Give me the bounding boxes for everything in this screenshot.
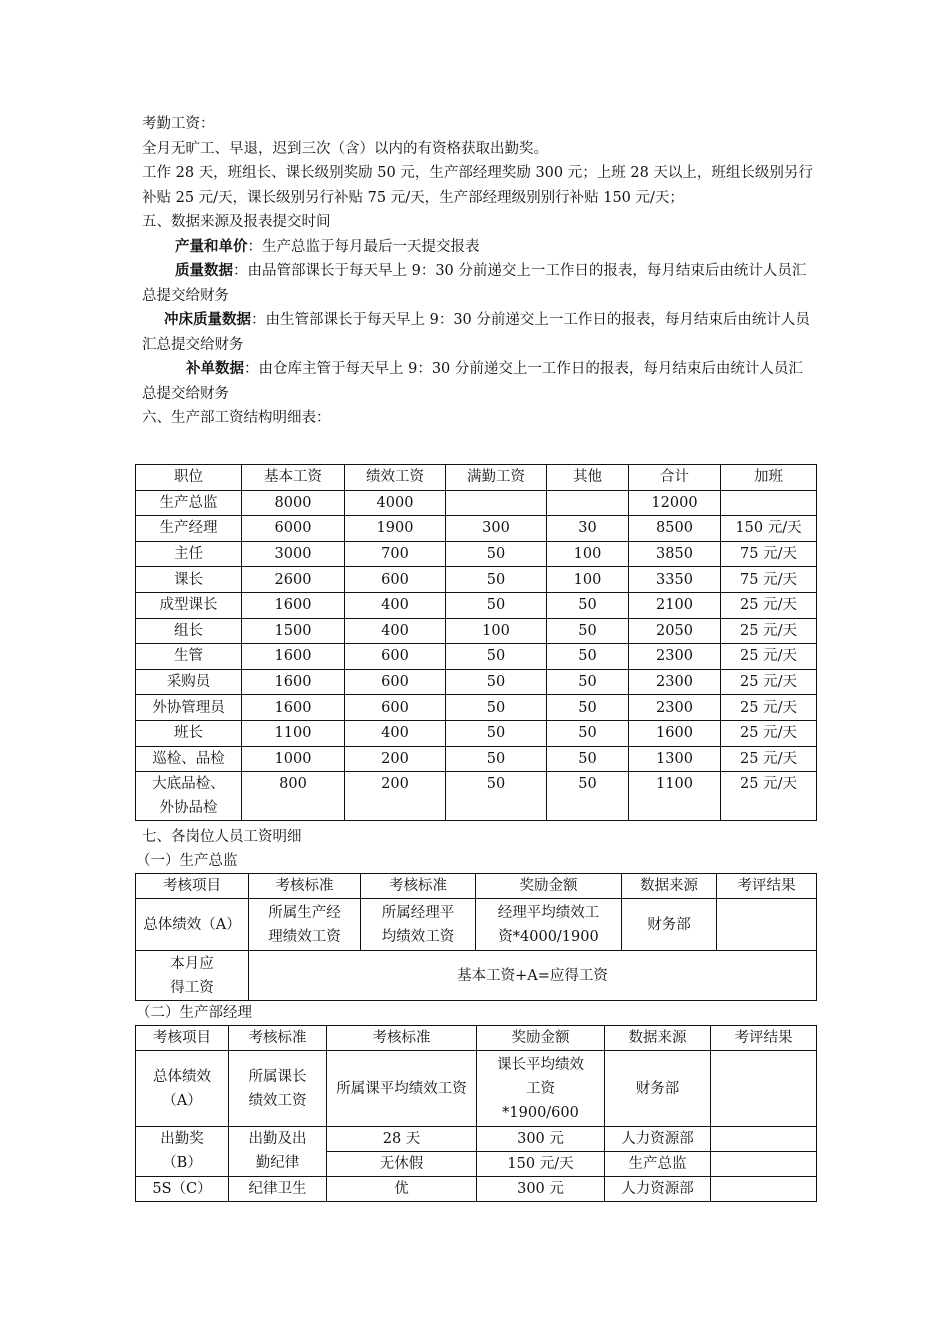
table-row (136, 899, 817, 951)
salary-structure-table (135, 464, 817, 821)
table-row (136, 490, 817, 516)
table-header-row (136, 465, 817, 491)
table-cell: 1000 (242, 746, 345, 772)
table-cell: 700 (345, 541, 446, 567)
table-row (136, 1177, 817, 1202)
header-cell: 考核项目 (136, 1026, 229, 1051)
table-cell: 28 天 (327, 1127, 477, 1152)
table-row (136, 669, 817, 695)
table-cell: 财务部 (605, 1051, 711, 1127)
section-6-heading: 六、生产部工资结构明细表： (142, 410, 331, 426)
table-row (136, 1127, 817, 1152)
table-cell (249, 899, 361, 951)
cell-line: 出勤及出 (248, 1131, 307, 1147)
section-5-heading: 五、数据来源及报表提交时间 (142, 214, 331, 230)
table-cell: 8000 (242, 490, 345, 516)
table-cell: 75 元/天 (721, 567, 817, 593)
table-cell (136, 1051, 229, 1127)
table-cell: 50 (446, 592, 547, 618)
table-cell: 1500 (242, 618, 345, 644)
table-cell: 1600 (242, 695, 345, 721)
table-row (136, 618, 817, 644)
director-assessment-table (135, 873, 817, 1001)
table-cell: 8500 (629, 516, 721, 542)
table-cell: 600 (345, 695, 446, 721)
table-cell: 1600 (242, 669, 345, 695)
press-quality-item (142, 308, 816, 357)
cell-line: 所属课长 (248, 1068, 307, 1085)
table-cell: 100 (446, 618, 547, 644)
table-cell: 50 (446, 720, 547, 746)
table-cell: 巡检、品检 (136, 746, 242, 772)
table-cell: 300 元 (477, 1127, 605, 1152)
attendance-wage-heading: 考勤工资： (142, 116, 215, 132)
document-body (142, 112, 816, 431)
table-cell (476, 899, 622, 951)
table-cell: 组长 (136, 618, 242, 644)
cell-line: 均绩效工资 (381, 928, 455, 945)
table-cell: 基本工资+A=应得工资 (249, 951, 817, 1001)
table-cell (711, 1051, 817, 1127)
header-cell: 绩效工资 (345, 465, 446, 491)
table-row (136, 951, 817, 1001)
header-cell: 数据来源 (605, 1026, 711, 1051)
table-cell (136, 772, 242, 821)
attendance-bonus-rule: 工作 28 天，班组长、课长级别奖励 50 元，生产部经理奖励 300 元；上班 28 天以上，班组长级别另行补贴 25 元/天，课长级别另行补贴 75 元/天，生产部经理级别别行补贴 150 元/天； (142, 165, 813, 206)
table-cell: 2300 (629, 669, 721, 695)
table-cell: 1300 (629, 746, 721, 772)
cell-line: 资*4000/1900 (498, 928, 599, 945)
table-cell: 200 (345, 746, 446, 772)
quality-data-item (142, 259, 816, 308)
quality-data-label: 质量数据 (175, 262, 233, 279)
table-cell: 生产总监 (136, 490, 242, 516)
table-cell (477, 1051, 605, 1127)
header-cell: 奖励金额 (477, 1026, 605, 1051)
table-cell: 50 (446, 541, 547, 567)
table-cell: 纪律卫生 (229, 1177, 327, 1202)
table-cell: 75 元/天 (721, 541, 817, 567)
table-cell: 2050 (629, 618, 721, 644)
table-cell: 3850 (629, 541, 721, 567)
table-cell: 600 (345, 669, 446, 695)
cell-line: 所属生产经 (268, 904, 341, 921)
table-cell: 1600 (242, 592, 345, 618)
table-cell: 200 (345, 772, 446, 821)
table-row (136, 644, 817, 670)
cell-line: *1900/600 (502, 1104, 579, 1121)
table-cell: 100 (547, 541, 629, 567)
table-cell: 50 (446, 644, 547, 670)
reorder-data-item (142, 357, 816, 406)
table-cell: 50 (547, 618, 629, 644)
table-cell: 无休假 (327, 1152, 477, 1177)
table-row (136, 772, 817, 821)
table-cell: 25 元/天 (721, 618, 817, 644)
table-cell: 150 元/天 (721, 516, 817, 542)
table-cell: 800 (242, 772, 345, 821)
output-price-text: ：生产总监于每月最后一天提交报表 (247, 238, 480, 255)
header-cell: 合计 (629, 465, 721, 491)
cell-line: 经理平均绩效工 (497, 904, 600, 921)
table-cell (229, 1127, 327, 1177)
manager-subtitle: （二）生产部经理 (136, 1005, 252, 1021)
output-price-label: 产量和单价 (175, 237, 248, 255)
header-cell: 满勤工资 (446, 465, 547, 491)
cell-line: 理绩效工资 (268, 928, 341, 945)
header-cell: 基本工资 (242, 465, 345, 491)
table-row (136, 541, 817, 567)
table-cell: 600 (345, 567, 446, 593)
table-cell (711, 1127, 817, 1152)
table-cell: 50 (547, 746, 629, 772)
table-cell (361, 899, 476, 951)
director-subtitle: （一）生产总监 (136, 853, 238, 869)
cell-line: 外协品检 (159, 800, 218, 817)
table-cell: 1900 (345, 516, 446, 542)
table-cell: 2300 (629, 644, 721, 670)
table-cell: 50 (547, 772, 629, 821)
header-cell: 其他 (547, 465, 629, 491)
press-quality-label: 冲床质量数据 (164, 311, 251, 328)
header-cell: 奖励金额 (476, 874, 622, 899)
table-cell: 300 元 (477, 1177, 605, 1202)
table-cell: 生产总监 (605, 1152, 711, 1177)
table-cell: 1100 (242, 720, 345, 746)
table-row (136, 746, 817, 772)
reorder-data-text: ：由仓库主管于每天早上 9：30 分前递交上一工作日的报表，每月结束后由统计人员汇总提交给财务 (142, 361, 803, 402)
table-cell: 5S（C） (136, 1177, 229, 1202)
table-cell: 50 (446, 746, 547, 772)
reorder-data-label: 补单数据 (186, 360, 244, 377)
table-row (136, 516, 817, 542)
table-cell (136, 1127, 229, 1177)
table-cell: 3350 (629, 567, 721, 593)
cell-line: 课长平均绩效 (497, 1056, 584, 1073)
table-row (136, 695, 817, 721)
table-cell: 人力资源部 (605, 1177, 711, 1202)
table-cell: 50 (446, 567, 547, 593)
table-cell: 25 元/天 (721, 669, 817, 695)
header-cell: 考核标准 (249, 874, 361, 899)
header-cell: 考核标准 (327, 1026, 477, 1051)
table-cell (446, 490, 547, 516)
table-cell (717, 899, 817, 951)
table-cell: 1100 (629, 772, 721, 821)
table-row (136, 567, 817, 593)
table-cell: 400 (345, 592, 446, 618)
cell-line: 出勤奖 (160, 1131, 204, 1147)
table-header-row (136, 874, 817, 899)
table-cell: 3000 (242, 541, 345, 567)
table-cell: 100 (547, 567, 629, 593)
table-cell (229, 1051, 327, 1127)
cell-line: 工资 (526, 1080, 555, 1097)
table-cell: 班长 (136, 720, 242, 746)
table-cell: 600 (345, 644, 446, 670)
table-cell: 采购员 (136, 669, 242, 695)
table-cell: 成型课长 (136, 592, 242, 618)
table-cell: 2300 (629, 695, 721, 721)
quality-data-text: ：由品管部课长于每天早上 9：30 分前递交上一工作日的报表，每月结束后由统计人员汇总提交给财务 (142, 263, 807, 304)
table-cell: 25 元/天 (721, 772, 817, 821)
table-cell (547, 490, 629, 516)
table-cell: 50 (446, 669, 547, 695)
table-cell: 25 元/天 (721, 592, 817, 618)
table-cell: 30 (547, 516, 629, 542)
table-cell: 50 (446, 772, 547, 821)
header-cell: 加班 (721, 465, 817, 491)
table-cell: 4000 (345, 490, 446, 516)
cell-line: 大底品检、 (152, 776, 225, 793)
header-cell: 考评结果 (711, 1026, 817, 1051)
table-cell (136, 951, 249, 1001)
table-cell: 25 元/天 (721, 644, 817, 670)
table-cell: 6000 (242, 516, 345, 542)
header-cell: 考评结果 (717, 874, 817, 899)
table-cell: 总体绩效（A） (136, 899, 249, 951)
cell-line: 勤纪律 (255, 1155, 300, 1171)
table-cell: 1600 (629, 720, 721, 746)
table-cell: 50 (547, 669, 629, 695)
cell-line: （A） (162, 1092, 202, 1109)
header-cell: 数据来源 (622, 874, 717, 899)
cell-line: 绩效工资 (248, 1092, 307, 1109)
table-cell: 生产经理 (136, 516, 242, 542)
table-cell: 50 (547, 592, 629, 618)
table-cell (711, 1177, 817, 1202)
table-cell (711, 1152, 817, 1177)
table-row (136, 1051, 817, 1127)
header-cell: 考核项目 (136, 874, 249, 899)
header-cell: 考核标准 (229, 1026, 327, 1051)
table-cell: 25 元/天 (721, 720, 817, 746)
table-row (136, 592, 817, 618)
press-quality-text: ：由生管部课长于每天早上 9：30 分前递交上一工作日的报表，每月结束后由统计人员汇总提交给财务 (142, 312, 810, 353)
table-cell: 人力资源部 (605, 1127, 711, 1152)
table-cell: 课长 (136, 567, 242, 593)
table-cell: 所属课平均绩效工资 (327, 1051, 477, 1127)
table-cell: 150 元/天 (477, 1152, 605, 1177)
table-cell: 50 (547, 695, 629, 721)
table-cell: 25 元/天 (721, 695, 817, 721)
header-cell: 考核标准 (361, 874, 476, 899)
output-price-item (142, 235, 816, 260)
section-7-heading: 七、各岗位人员工资明细 (142, 829, 302, 845)
table-cell: 50 (547, 720, 629, 746)
table-cell: 400 (345, 720, 446, 746)
table-cell: 2600 (242, 567, 345, 593)
table-cell: 外协管理员 (136, 695, 242, 721)
table-cell: 12000 (629, 490, 721, 516)
table-cell: 300 (446, 516, 547, 542)
attendance-rule: 全月无旷工、早退，迟到三次（含）以内的有资格获取出勤奖。 (142, 140, 548, 157)
cell-line: 总体绩效 (153, 1068, 211, 1085)
cell-line: （B） (162, 1155, 202, 1171)
table-cell: 生管 (136, 644, 242, 670)
header-cell: 职位 (136, 465, 242, 491)
table-cell: 25 元/天 (721, 746, 817, 772)
table-cell: 主任 (136, 541, 242, 567)
table-cell: 400 (345, 618, 446, 644)
table-cell: 50 (446, 695, 547, 721)
table-cell (721, 490, 817, 516)
table-row (136, 720, 817, 746)
cell-line: 本月应 (170, 955, 214, 972)
manager-assessment-table (135, 1025, 817, 1202)
table-cell: 1600 (242, 644, 345, 670)
table-header-row (136, 1026, 817, 1051)
table-cell: 财务部 (622, 899, 717, 951)
cell-line: 得工资 (170, 979, 214, 996)
table-cell: 50 (547, 644, 629, 670)
table-cell: 2100 (629, 592, 721, 618)
cell-line: 所属经理平 (381, 904, 455, 921)
table-cell: 优 (327, 1177, 477, 1202)
